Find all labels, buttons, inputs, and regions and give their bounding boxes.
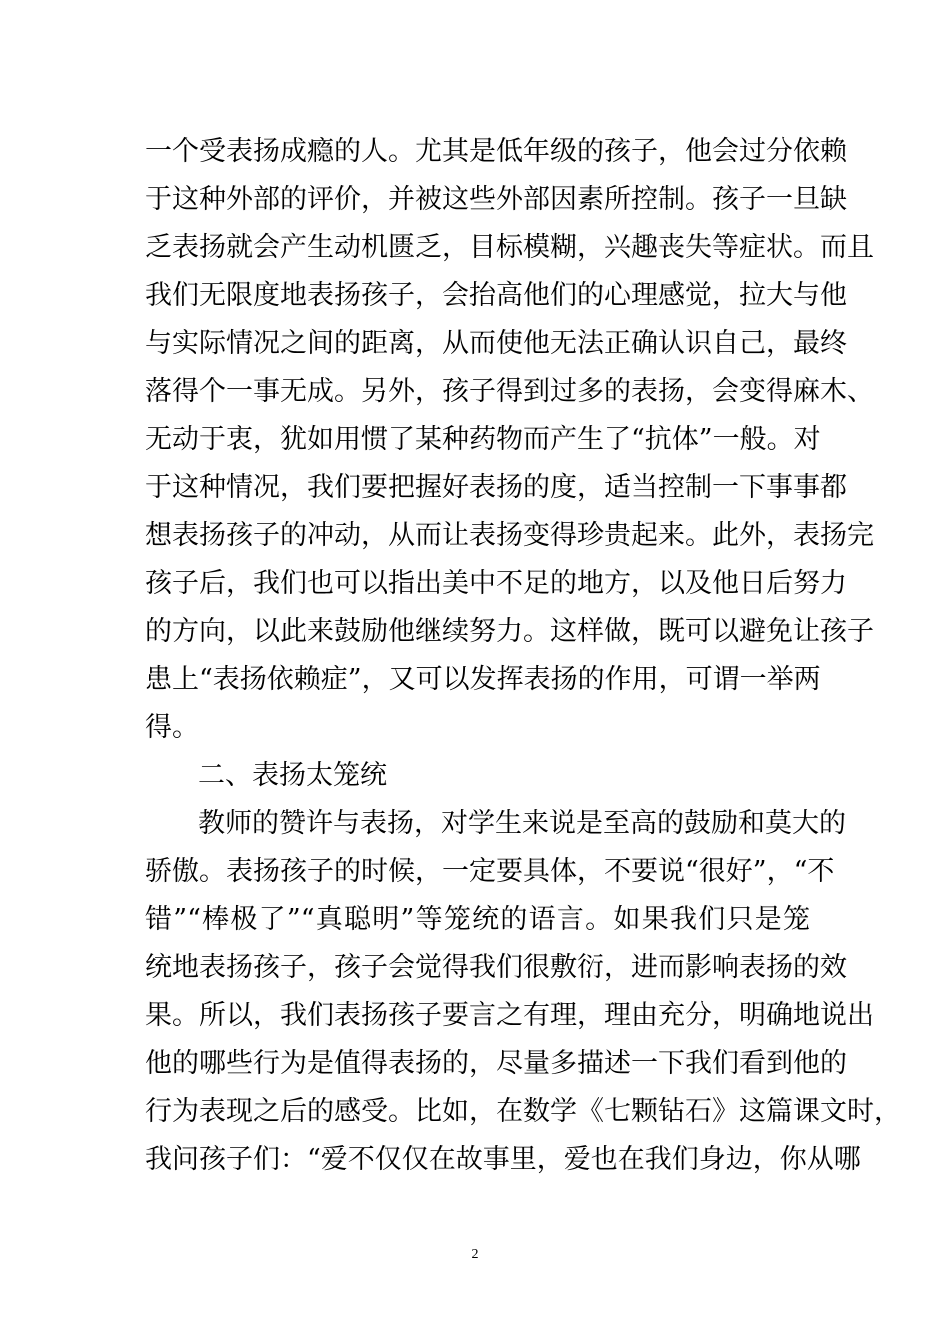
text-line: 果。所以，我们表扬孩子要言之有理，理由充分，明确地说出 — [145, 1000, 874, 1031]
text-line: 与实际情况之间的距离，从而使他无法正确认识自己，最终 — [145, 328, 847, 359]
text-line: 于这种情况，我们要把握好表扬的度，适当控制一下事事都 — [145, 472, 847, 503]
text-line: 孩子后，我们也可以指出美中不足的地方，以及他日后努力 — [145, 568, 847, 599]
page-number: 2 — [471, 1247, 479, 1262]
text-line: 错”“棒极了”“真聪明”等笼统的语言。如果我们只是笼 — [145, 904, 810, 935]
text-line: 患上“表扬依赖症”，又可以发挥表扬的作用，可谓一举两 — [145, 664, 821, 695]
text-line: 想表扬孩子的冲动，从而让表扬变得珍贵起来。此外，表扬完 — [145, 520, 874, 551]
text-line: 教师的赞许与表扬，对学生来说是至高的鼓励和莫大的 — [198, 808, 846, 839]
text-line: 统地表扬孩子，孩子会觉得我们很敷衍，进而影响表扬的效 — [145, 952, 847, 983]
text-line: 骄傲。表扬孩子的时候，一定要具体，不要说“很好”，“不 — [145, 856, 835, 887]
text-line: 得。 — [145, 712, 199, 743]
text-line: 无动于衷，犹如用惯了某种药物而产生了“抗体”一般。对 — [145, 424, 821, 455]
text-line: 落得个一事无成。另外，孩子得到过多的表扬，会变得麻木、 — [145, 376, 874, 407]
text-line: 乏表扬就会产生动机匮乏，目标模糊，兴趣丧失等症状。而且 — [145, 232, 874, 263]
text-line: 我们无限度地表扬孩子，会抬高他们的心理感觉，拉大与他 — [145, 280, 847, 311]
text-line: 行为表现之后的感受。比如，在数学《七颗钻石》这篇课文时， — [145, 1096, 901, 1127]
section-heading: 二、表扬太笼统 — [198, 760, 387, 791]
text-line: 于这种外部的评价，并被这些外部因素所控制。孩子一旦缺 — [145, 184, 847, 215]
text-line: 我问孩子们：“爱不仅仅在故事里，爱也在我们身边，你从哪 — [145, 1144, 861, 1175]
text-line: 他的哪些行为是值得表扬的，尽量多描述一下我们看到他的 — [145, 1048, 847, 1079]
text-line: 的方向，以此来鼓励他继续努力。这样做，既可以避免让孩子 — [145, 616, 874, 647]
text-line: 一个受表扬成瘾的人。尤其是低年级的孩子，他会过分依赖 — [145, 136, 847, 167]
